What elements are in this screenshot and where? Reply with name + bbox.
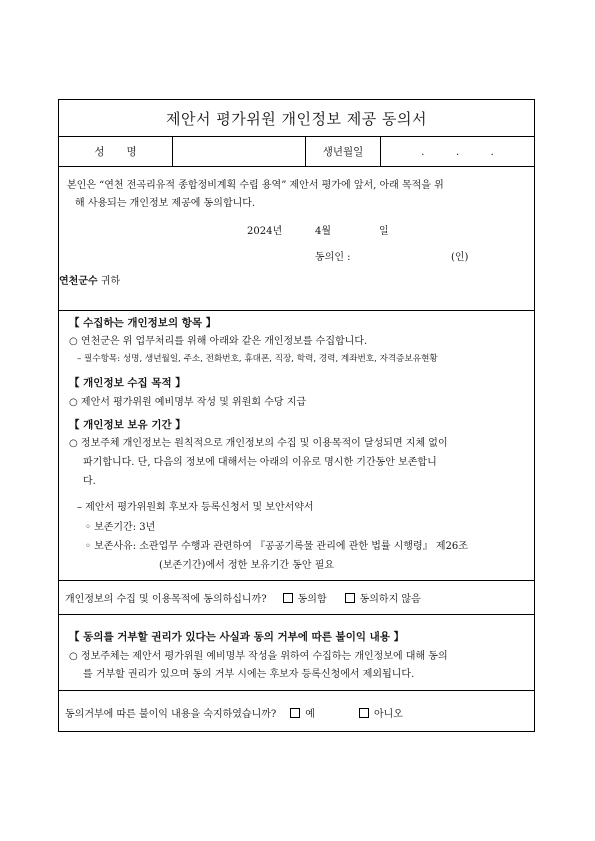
items-line: ○ 연천군은 위 업무처리를 위해 아래와 같은 개인정보를 수집합니다. [69,336,368,347]
date-year: 2024년 [247,226,283,237]
agree-option[interactable] [283,590,327,605]
date-month: 4월 [315,226,332,237]
yes-label: 예 [305,708,315,720]
date-day: 일 [379,226,389,237]
refusal-line-2: 를 거부할 권리가 있으며 동의 거부 시에는 후보자 등록신청에서 제외됩니다. [83,669,415,680]
items-required: – 필수항목: 성명, 생년월일, 주소, 전화번호, 휴대폰, 직장, 학력, 경력, 계좌번호, 자격증보유현황 [77,354,438,364]
consent-statement [59,166,534,310]
addressee [59,273,120,290]
retention-line-2: 파기합니다. 단, 다음의 정보에 대해서는 아래의 이유로 명시한 기간동안 보존합니 [83,457,437,468]
signer-label: 동의인 : [315,252,351,263]
disagree-label: 동의하지 않음 [359,594,421,605]
agree-label: 동의함 [297,594,327,605]
info-items [59,310,534,580]
addressee-name: 연천군수 [59,276,98,287]
consent-question-text: 개인정보의 수집 및 이용목적에 동의하십니까? [65,594,267,605]
disagree-checkbox[interactable] [345,593,355,603]
name-field[interactable] [173,137,306,166]
purpose-line: ○ 제안서 평가위원 예비명부 작성 및 위원회 수당 지급 [69,397,307,408]
no-option[interactable] [359,705,403,720]
consent-question [59,580,534,614]
no-checkbox[interactable] [359,708,369,718]
no-label: 아니오 [373,708,403,720]
yes-checkbox[interactable] [290,708,300,718]
form-title: 제안서 평가위원 개인정보 제공 동의서 [166,109,427,128]
acknowledge-question [59,690,534,733]
refusal-heading: 【 동의를 거부할 권리가 있다는 사실과 동의 거부에 따른 불이익 내용 】 [69,631,405,643]
seal-mark: (인) [451,252,469,263]
name-row [59,136,534,166]
birth-field[interactable]: . . . [421,145,508,158]
birth-label: 생년월일 [306,137,381,166]
heading-items: 【 수집하는 개인정보의 항목 】 [69,317,217,329]
disagree-option[interactable] [345,590,421,605]
retention-reason-2: (보존기간)에서 정한 보유기간 동안 필요 [159,560,335,571]
retention-line-1: ○ 정보주체 개인정보는 원칙적으로 개인정보의 수집 및 이용목적이 달성되면 지체 없이 [69,438,448,449]
addressee-suffix: 귀하 [100,276,121,287]
agree-checkbox[interactable] [283,593,293,603]
consent-line-1: 본인은 “연천 전곡리유적 종합정비계획 수립 용역” 제안서 평가에 앞서, 아래 목적을 위 [67,180,444,191]
heading-purpose: 【 개인정보 수집 목적 】 [69,377,186,389]
heading-retention: 【 개인정보 보유 기간 】 [69,419,186,431]
refusal-section [59,614,534,690]
name-label: 성명 [59,137,173,166]
yes-option[interactable] [290,705,315,720]
refusal-line-1: ○ 정보주체는 제안서 평가위원 예비명부 작성을 위하여 수집하는 개인정보에 대해 동의 [69,651,448,662]
acknowledge-question-text: 동의거부에 따른 불이익 내용을 숙지하였습니까? [65,708,277,720]
consent-form [58,99,535,732]
retention-reason-1: ◦ 보존사유: 소관업무 수행과 관련하여 『공공기록물 관리에 관한 법률 시행령』 제26조 [85,541,468,552]
consent-line-2: 해 사용되는 개인정보 제공에 동의합니다. [75,198,256,209]
retention-period: ◦ 보존기간: 3년 [85,522,156,533]
retention-line-3: 다. [83,476,96,487]
retention-docs: – 제안서 평가위원회 후보자 등록신청서 및 보안서약서 [77,502,314,513]
